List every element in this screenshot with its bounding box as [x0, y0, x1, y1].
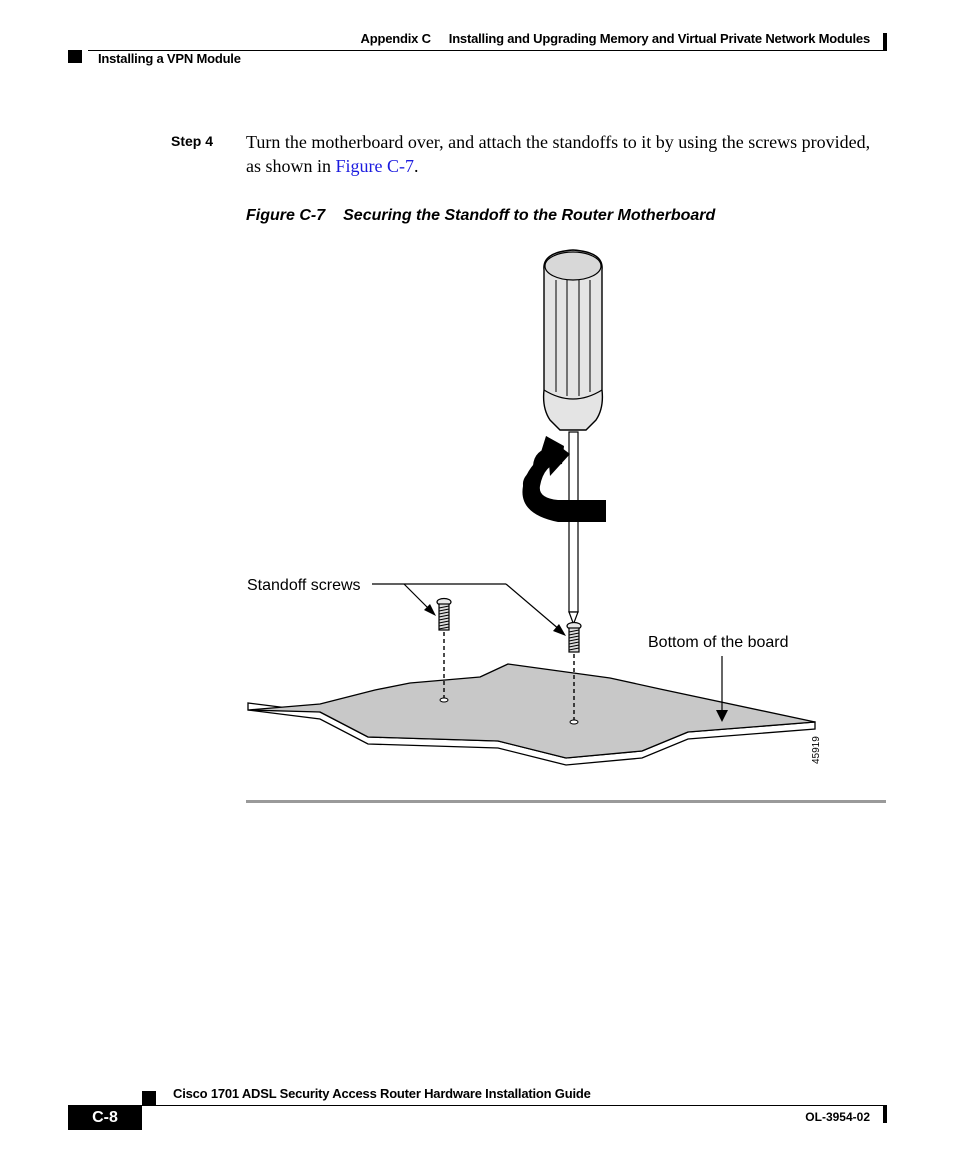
callout-leader-left: [404, 584, 430, 610]
board-surface: [248, 664, 815, 758]
rotation-arrow-icon: [522, 436, 606, 522]
step-text-end: .: [414, 156, 419, 176]
footer-rule: [142, 1105, 887, 1106]
footer-block: [142, 1091, 156, 1105]
callout-label-board: Bottom of the board: [648, 634, 789, 651]
running-header-section: Installing a VPN Module: [98, 51, 241, 66]
standoff-screw-left: [437, 599, 451, 631]
figure-link[interactable]: Figure C-7: [335, 156, 414, 176]
running-header-chapter: [361, 31, 870, 46]
hole-left: [440, 698, 448, 702]
footer-right-bar: [883, 1106, 887, 1123]
step-label: Step 4: [171, 133, 214, 149]
screwdriver: [544, 250, 603, 624]
figure-end-rule: [246, 800, 886, 803]
chapter-label: Appendix C: [360, 31, 431, 46]
figure-title: Securing the Standoff to the Router Motherboard: [343, 207, 716, 224]
step-text-body: Turn the motherboard over, and attach the standoffs to it by using the screws provided, as shown in: [246, 132, 871, 176]
callout-leader-center: [506, 584, 560, 630]
art-id: 45919: [811, 736, 822, 764]
header-right-bar: [883, 33, 887, 50]
figure-caption: [246, 207, 715, 225]
page-number: C-8: [68, 1105, 142, 1130]
figure-number: Figure C-7: [246, 207, 326, 224]
header-left-block: [68, 50, 82, 63]
step-text: [246, 130, 876, 178]
standoff-illustration: [240, 240, 840, 780]
callout-label-screws: Standoff screws: [247, 577, 361, 594]
chapter-title: Installing and Upgrading Memory and Virtual Private Network Modules: [448, 31, 870, 46]
hole-center: [570, 720, 578, 724]
footer-doc-title: Cisco 1701 ADSL Security Access Router Hardware Installation Guide: [173, 1086, 591, 1101]
doc-number: OL-3954-02: [805, 1110, 870, 1124]
standoff-screw-center: [567, 623, 581, 653]
